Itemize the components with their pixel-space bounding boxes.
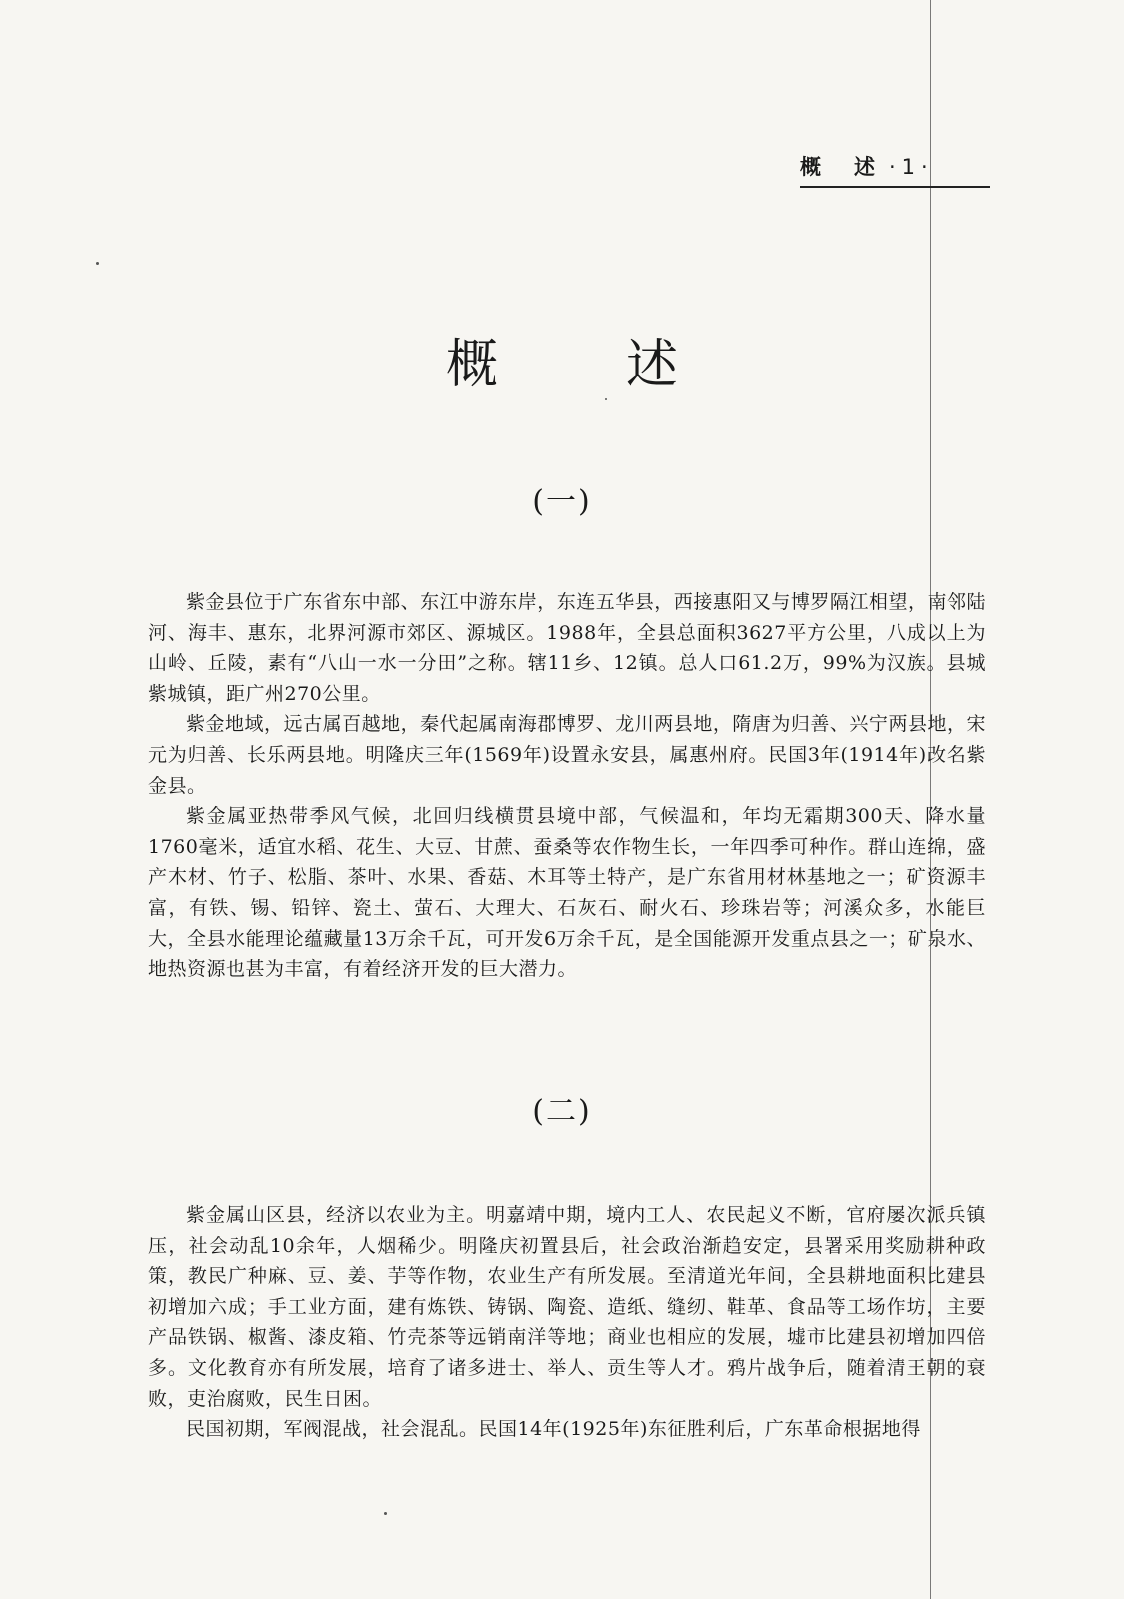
- section-heading-2: (二): [532, 1094, 592, 1129]
- page-number: ·1·: [889, 155, 934, 179]
- running-header: [800, 152, 990, 188]
- section-heading-1: (一): [532, 484, 592, 519]
- scan-speck: [96, 262, 99, 265]
- chapter-title: 概述: [445, 335, 806, 395]
- section-2-body: [148, 1200, 986, 1445]
- paragraph: 紫金属亚热带季风气候，北回归线横贯县境中部，气候温和，年均无霜期300天、降水量1760毫米，适宜水稻、花生、大豆、甘蔗、蚕桑等农作物生长，一年四季可种作。群山连绵，盛产木材、竹子、松脂、茶叶、水果、香菇、木耳等土特产，是广东省用材林基地之一；矿资源丰富，有铁、锡、铅锌、瓷土、萤石、大理大、石灰石、耐火石、珍珠岩等；河溪众多，水能巨大，全县水能理论蕴藏量13万余千瓦，可开发6万余千瓦，是全国能源开发重点县之一；矿泉水、地热资源也甚为丰富，有着经济开发的巨大潜力。: [148, 805, 986, 981]
- paragraph: 紫金属山区县，经济以农业为主。明嘉靖中期，境内工人、农民起义不断，官府屡次派兵镇压，社会动乱10余年，人烟稀少。明隆庆初置县后，社会政治渐趋安定，县署采用奖励耕种政策，教民广种麻、豆、姜、芋等作物，农业生产有所发展。至清道光年间，全县耕地面积比建县初增加六成；手工业方面，建有炼铁、铸锅、陶瓷、造纸、缝纫、鞋革、食品等工场作坊，主要产品铁锅、椒酱、漆皮箱、竹壳茶等远销南洋等地；商业也相应的发展，墟市比建县初增加四倍多。文化教育亦有所发展，培育了诸多进士、举人、贡生等人才。鸦片战争后，随着清王朝的衰败，吏治腐败，民生日困。: [148, 1204, 986, 1410]
- scan-speck: [605, 398, 607, 400]
- paragraph: 紫金县位于广东省东中部、东江中游东岸，东连五华县，西接惠阳又与博罗隔江相望，南邻陆河、海丰、惠东，北界河源市郊区、源城区。1988年，全县总面积3627平方公里，八成以上为山岭、丘陵，素有“八山一水一分田”之称。辖11乡、12镇。总人口61.2万，99%为汉族。县城紫城镇，距广州270公里。: [148, 591, 986, 705]
- paragraph: 民国初期，军阀混战，社会混乱。民国14年(1925年)东征胜利后，广东革命根据地得: [186, 1418, 921, 1441]
- section-1-body: [148, 587, 986, 985]
- paragraph: 紫金地域，远古属百越地，秦代起属南海郡博罗、龙川两县地，隋唐为归善、兴宁两县地，宋元为归善、长乐两县地。明隆庆三年(1569年)设置永安县，属惠州府。民国3年(1914年)改名紫金县。: [148, 713, 986, 797]
- running-title: 概 述: [800, 155, 881, 179]
- scan-speck: [384, 1512, 387, 1515]
